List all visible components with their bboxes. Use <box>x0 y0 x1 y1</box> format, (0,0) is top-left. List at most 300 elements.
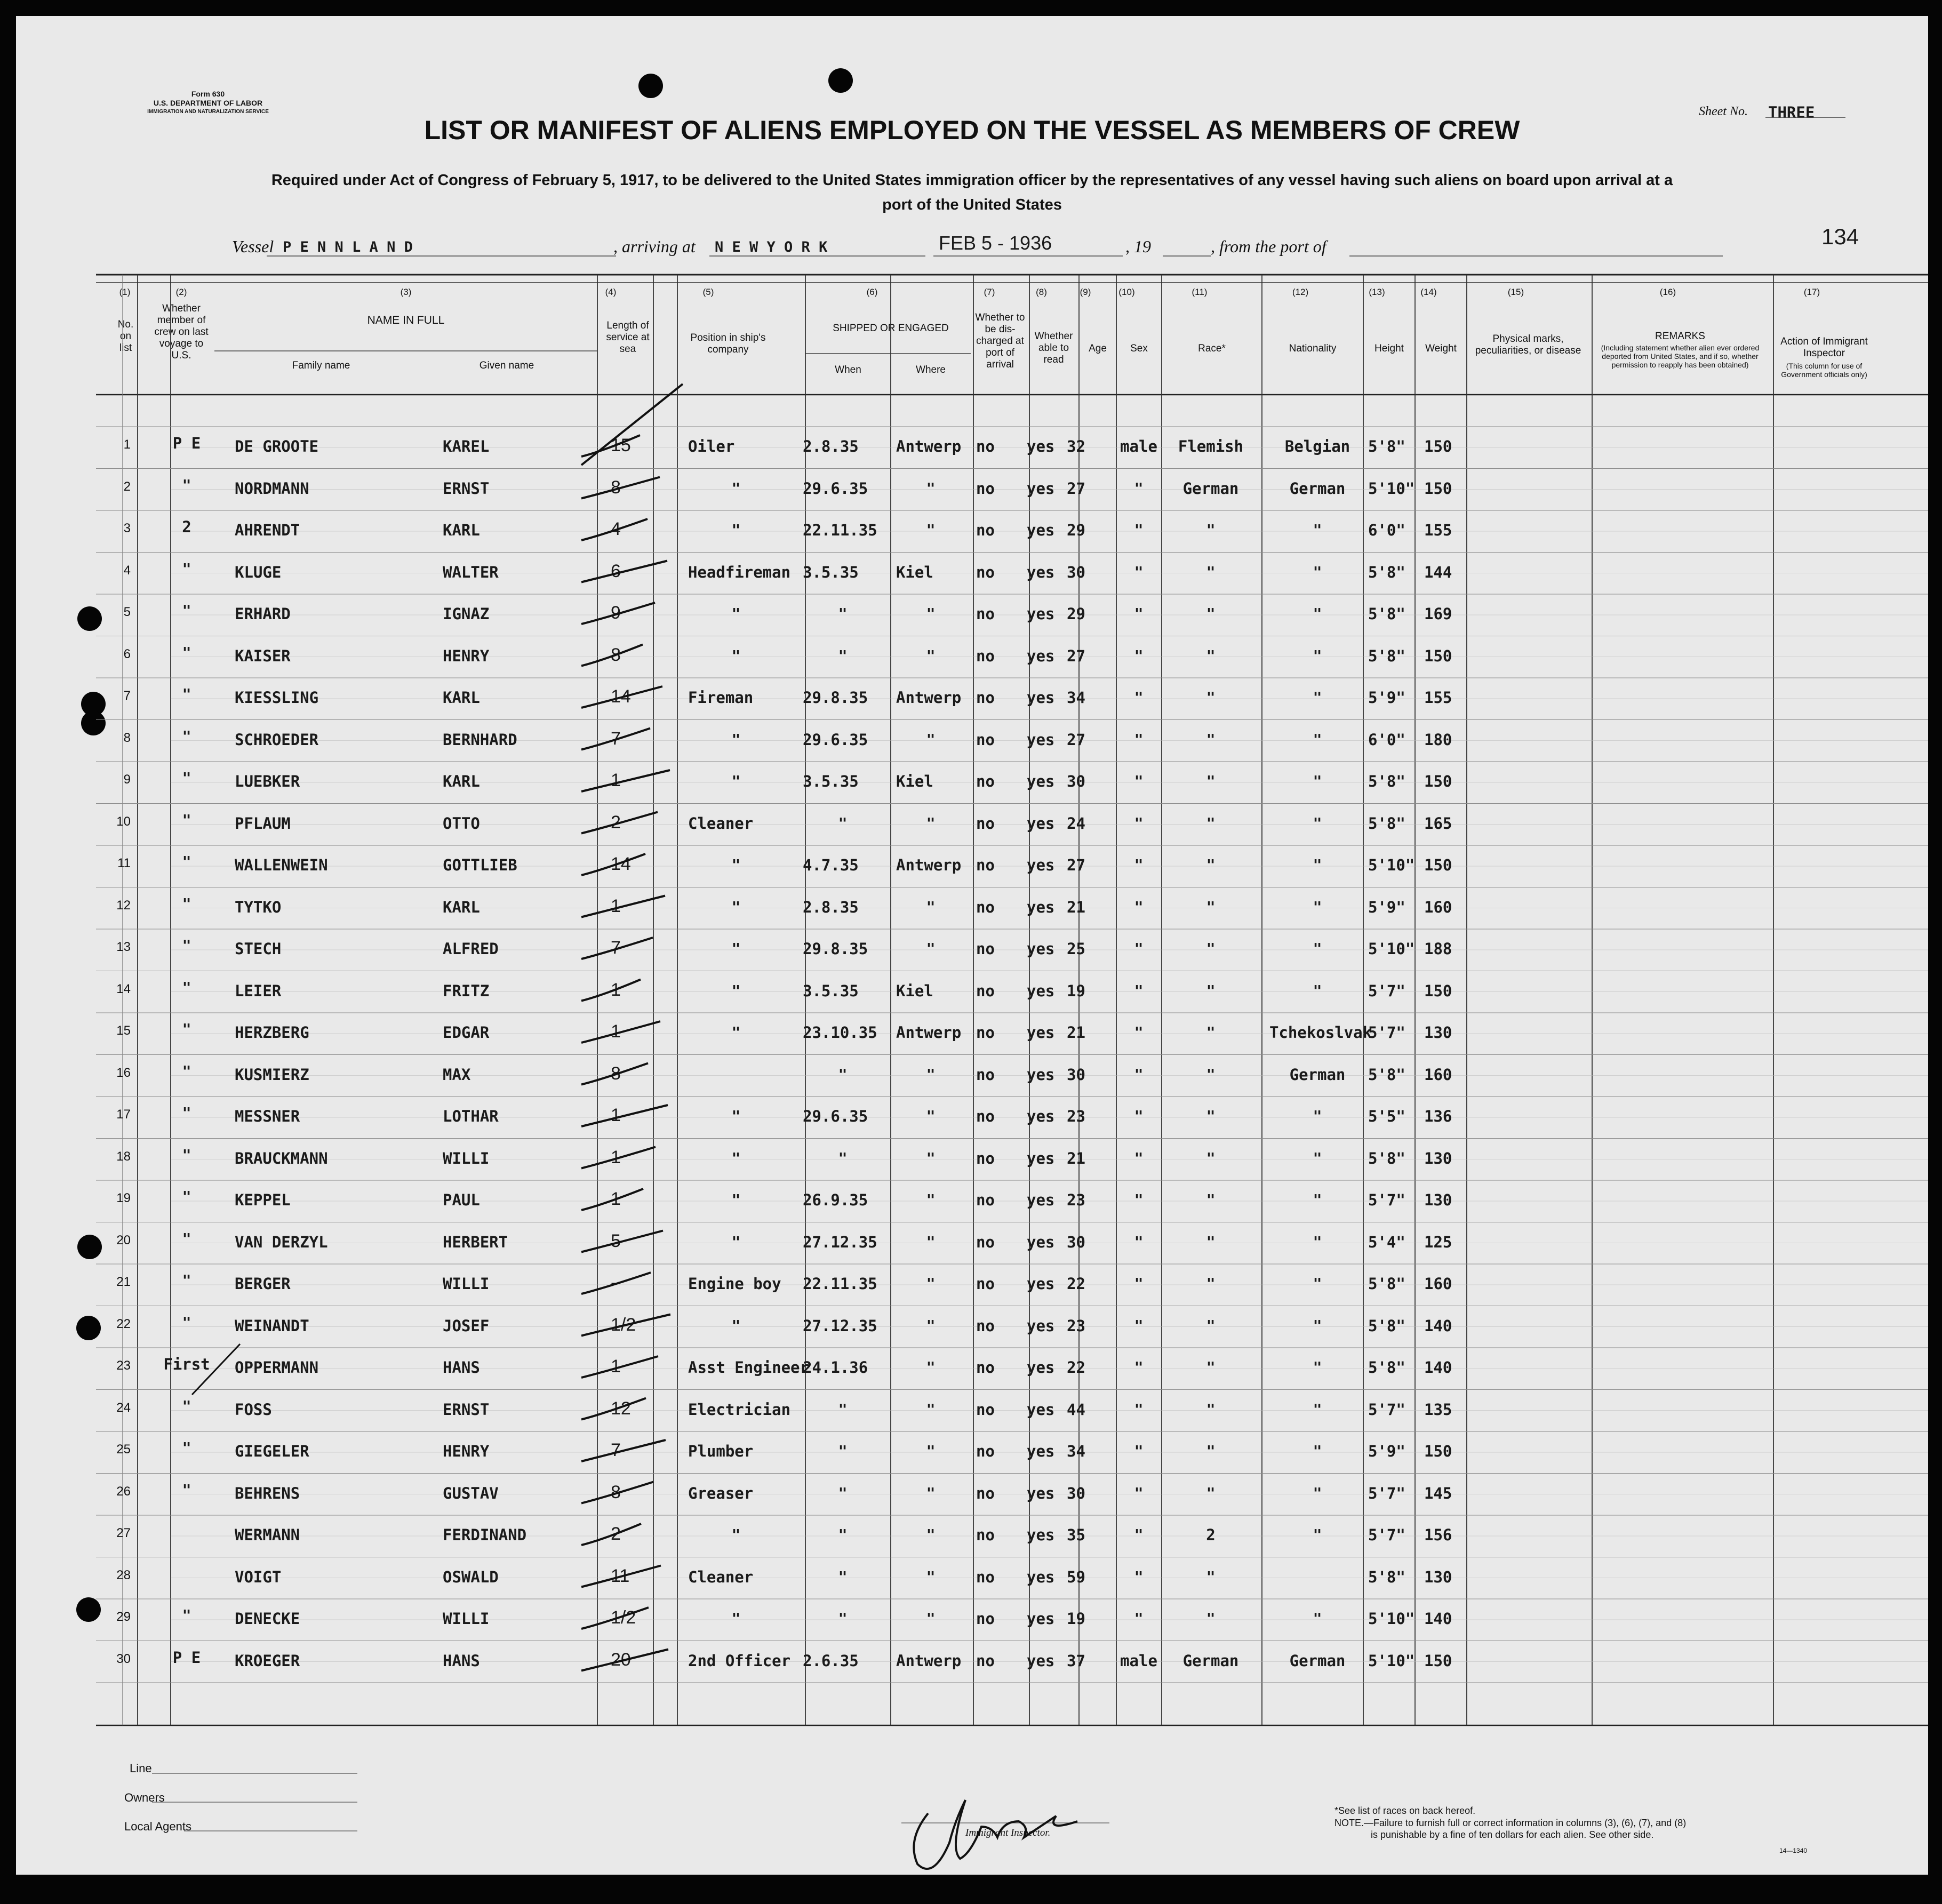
nationality: " <box>1313 1316 1322 1334</box>
family-name: WERMANN <box>235 1526 300 1544</box>
family-name: BRAUCKMANN <box>235 1149 328 1167</box>
family-name: LEIER <box>235 981 282 1000</box>
able-to-read: yes <box>1027 646 1055 665</box>
age: 22 <box>1067 1275 1085 1293</box>
given-name: FERDINAND <box>443 1526 527 1544</box>
able-to-read: yes <box>1027 1358 1055 1377</box>
col-header-physical: Physical marks, peculiarities, or disease <box>1475 333 1581 356</box>
service-length: 2 <box>611 812 621 833</box>
crew-last-voyage: " <box>182 769 191 787</box>
service-length: 8 <box>611 477 621 498</box>
weight: 150 <box>1424 981 1452 1000</box>
given-name: KARL <box>443 898 480 916</box>
weight: 130 <box>1424 1023 1452 1042</box>
sex: " <box>1134 646 1144 665</box>
shipped-when: " <box>838 1610 848 1627</box>
sex: " <box>1134 1275 1144 1292</box>
weight: 140 <box>1424 1610 1452 1628</box>
height: 5'8" <box>1368 1358 1405 1377</box>
discharged: no <box>976 1023 995 1042</box>
shipped-when: " <box>838 605 848 622</box>
weight: 150 <box>1424 1442 1452 1460</box>
nationality: " <box>1313 981 1322 999</box>
age: 30 <box>1067 1233 1085 1251</box>
row-number: 6 <box>123 646 131 661</box>
shipped-where: Kiel <box>896 563 933 581</box>
shipped-when: 29.6.35 <box>803 479 868 498</box>
given-name: HERBERT <box>443 1233 508 1251</box>
nationality: " <box>1313 1610 1322 1627</box>
able-to-read: yes <box>1027 1400 1055 1419</box>
discharged: no <box>976 1442 995 1460</box>
discharged: no <box>976 1275 995 1293</box>
sex: " <box>1134 856 1144 874</box>
weight: 165 <box>1424 814 1452 833</box>
col-num: (13) <box>1369 287 1385 297</box>
col-header-position: Position in ship's company <box>690 332 766 355</box>
discharged: no <box>976 1149 995 1167</box>
discharged: no <box>976 856 995 874</box>
weight: 160 <box>1424 898 1452 916</box>
col-header-family: Family name <box>292 360 350 371</box>
able-to-read: yes <box>1027 479 1055 498</box>
shipped-where: Antwerp <box>896 856 962 874</box>
discharged: no <box>976 1316 995 1335</box>
sex: " <box>1134 521 1144 539</box>
race: " <box>1206 1149 1216 1167</box>
weight: 150 <box>1424 856 1452 874</box>
col-num: (15) <box>1507 287 1524 297</box>
family-name: WALLENWEIN <box>235 856 328 874</box>
shipped-when: 27.12.35 <box>803 1233 877 1251</box>
age: 27 <box>1067 730 1085 749</box>
crew-last-voyage: " <box>182 476 191 494</box>
col-header-discharged: Whether to be dis-charged at port of arrival <box>975 312 1025 370</box>
sex: " <box>1134 981 1144 999</box>
nationality: " <box>1313 646 1322 665</box>
service-length: 1 <box>611 770 621 790</box>
shipped-where: " <box>926 1358 936 1376</box>
weight: 150 <box>1424 646 1452 665</box>
height: 5'8" <box>1368 646 1405 665</box>
height: 5'7" <box>1368 981 1405 1000</box>
row-number: 17 <box>116 1107 131 1122</box>
nationality: " <box>1313 1233 1322 1251</box>
footer-owners-label: Owners <box>124 1791 165 1804</box>
age: 21 <box>1067 1149 1085 1167</box>
col-num: (14) <box>1420 287 1437 297</box>
given-name: WILLI <box>443 1149 490 1167</box>
crew-last-voyage: " <box>182 937 191 954</box>
race: " <box>1206 1358 1216 1376</box>
race: " <box>1206 1107 1216 1125</box>
shipped-where: " <box>926 730 936 748</box>
sex: " <box>1134 1610 1144 1627</box>
position: Cleaner <box>688 814 754 833</box>
given-name: LOTHAR <box>443 1107 499 1125</box>
shipped-where: " <box>926 1149 936 1167</box>
age: 24 <box>1067 814 1085 833</box>
family-name: STECH <box>235 940 282 958</box>
col-num: (6) <box>866 287 878 297</box>
height: 5'7" <box>1368 1023 1405 1042</box>
sex: " <box>1134 1316 1144 1334</box>
shipped-where: " <box>926 1567 936 1586</box>
shipped-where: Kiel <box>896 981 933 1000</box>
able-to-read: yes <box>1027 1191 1055 1209</box>
height: 5'10" <box>1368 856 1415 874</box>
height: 5'9" <box>1368 1442 1405 1460</box>
shipped-where: Antwerp <box>896 1023 962 1042</box>
discharged: no <box>976 1400 995 1419</box>
position: " <box>731 1526 741 1543</box>
crew-last-voyage: P E <box>172 434 201 452</box>
shipped-when: " <box>838 1526 848 1543</box>
age: 32 <box>1067 437 1085 455</box>
row-number: 8 <box>123 730 131 745</box>
col-num: (1) <box>119 287 131 297</box>
inspector-label: Immigrant Inspector. <box>965 1827 1051 1838</box>
service-length: 1 <box>611 1105 621 1125</box>
col-header-name: NAME IN FULL <box>367 314 445 326</box>
nationality: " <box>1313 1149 1322 1167</box>
age: 29 <box>1067 605 1085 623</box>
row-number: 15 <box>116 1023 131 1038</box>
discharged: no <box>976 1233 995 1251</box>
arrival-port: N E W Y O R K <box>715 239 828 255</box>
height: 5'8" <box>1368 605 1405 623</box>
height: 5'7" <box>1368 1484 1405 1502</box>
family-name: KROEGER <box>235 1651 300 1670</box>
position: " <box>731 646 741 665</box>
discharged: no <box>976 1610 995 1628</box>
position: " <box>731 940 741 957</box>
given-name: BERNHARD <box>443 730 517 749</box>
col-header-where: Where <box>916 364 946 375</box>
able-to-read: yes <box>1027 940 1055 958</box>
service-length: 7 <box>611 1440 621 1460</box>
shipped-when: 29.6.35 <box>803 730 868 749</box>
shipped-where: " <box>926 898 936 916</box>
given-name: EDGAR <box>443 1023 490 1042</box>
height: 6'0" <box>1368 730 1405 749</box>
position: " <box>731 1610 741 1627</box>
service-length: 7 <box>611 938 621 958</box>
service-length: 11 <box>611 1565 630 1586</box>
race: German <box>1182 1651 1239 1670</box>
family-name: MESSNER <box>235 1107 300 1125</box>
row-number: 3 <box>123 521 131 535</box>
height: 5'8" <box>1368 1149 1405 1167</box>
crew-last-voyage: " <box>182 811 191 829</box>
col-num: (16) <box>1659 287 1676 297</box>
col-header-service: Length of service at sea <box>606 320 650 355</box>
crew-last-voyage: " <box>182 559 191 578</box>
weight: 150 <box>1424 772 1452 790</box>
able-to-read: yes <box>1027 1526 1055 1544</box>
shipped-when: " <box>838 1567 848 1586</box>
given-name: HENRY <box>443 646 490 665</box>
col-header-shipped: SHIPPED OR ENGAGED <box>833 323 949 334</box>
family-name: PFLAUM <box>235 814 291 833</box>
row-number: 18 <box>116 1149 131 1164</box>
service-length: 7 <box>611 728 621 749</box>
col-num: (11) <box>1192 287 1208 297</box>
able-to-read: yes <box>1027 772 1055 790</box>
nationality: " <box>1313 856 1322 874</box>
race: " <box>1206 814 1216 832</box>
sex: " <box>1134 1484 1144 1502</box>
crew-last-voyage: " <box>182 1229 191 1247</box>
age: 19 <box>1067 981 1085 1000</box>
service-length: 14 <box>611 686 631 707</box>
nationality: Tchekoslvak <box>1269 1023 1372 1042</box>
crew-last-voyage: " <box>182 1439 191 1457</box>
shipped-when: 29.6.35 <box>803 1107 868 1125</box>
fine-note-2: is punishable by a fine of ten dollars for each alien. See other side. <box>1371 1829 1654 1840</box>
inspector-signature <box>16 16 1928 1875</box>
discharged: no <box>976 981 995 1000</box>
height: 5'8" <box>1368 814 1405 833</box>
shipped-where: " <box>926 1065 936 1083</box>
shipped-when: 26.9.35 <box>803 1191 868 1209</box>
discharged: no <box>976 898 995 916</box>
discharged: no <box>976 1358 995 1377</box>
family-name: KUSMIERZ <box>235 1065 309 1084</box>
row-number: 19 <box>116 1191 131 1205</box>
crew-last-voyage: " <box>182 1271 191 1289</box>
race: " <box>1206 563 1216 581</box>
shipped-where: Antwerp <box>896 437 962 455</box>
age: 29 <box>1067 521 1085 539</box>
shipped-when: " <box>838 1484 848 1502</box>
col-header-read: Whether able to read <box>1034 331 1073 365</box>
service-length: 6 <box>611 561 621 581</box>
row-number: 20 <box>116 1233 131 1247</box>
form-service: IMMIGRATION AND NATURALIZATION SERVICE <box>147 109 269 115</box>
arriving-label: , arriving at <box>613 237 696 256</box>
family-name: TYTKO <box>235 898 282 916</box>
height: 5'9" <box>1368 898 1405 916</box>
nationality: German <box>1289 1651 1346 1670</box>
sheet-label: Sheet No. <box>1699 105 1748 118</box>
weight: 135 <box>1424 1400 1452 1419</box>
row-number: 16 <box>116 1065 131 1080</box>
sex: " <box>1134 1107 1144 1125</box>
family-name: DENECKE <box>235 1610 300 1628</box>
given-name: JOSEF <box>443 1316 490 1335</box>
crew-last-voyage: " <box>182 685 191 703</box>
nationality: " <box>1313 1442 1322 1460</box>
race: " <box>1206 1484 1216 1502</box>
race: " <box>1206 1567 1216 1586</box>
weight: 150 <box>1424 1651 1452 1670</box>
row-number: 10 <box>116 814 131 829</box>
able-to-read: yes <box>1027 1149 1055 1167</box>
crew-last-voyage: P E <box>172 1648 201 1667</box>
able-to-read: yes <box>1027 856 1055 874</box>
footer-agents-label: Local Agents <box>124 1820 191 1833</box>
age: 30 <box>1067 1484 1085 1502</box>
nationality: Belgian <box>1284 437 1350 455</box>
race: " <box>1206 1400 1216 1418</box>
sex: male <box>1120 1651 1157 1670</box>
weight: 136 <box>1424 1107 1452 1125</box>
position: " <box>731 1023 741 1041</box>
vessel-name: P E N N L A N D <box>283 239 413 255</box>
service-length: 20 <box>611 1649 631 1670</box>
discharged: no <box>976 1526 995 1544</box>
sex: " <box>1134 1149 1144 1167</box>
col-header-weight: Weight <box>1425 343 1457 354</box>
family-name: GIEGELER <box>235 1442 309 1460</box>
family-name: KEPPEL <box>235 1191 291 1209</box>
family-name: HERZBERG <box>235 1023 309 1042</box>
service-length: 1 <box>611 979 621 1000</box>
given-name: FRITZ <box>443 981 490 1000</box>
given-name: ALFRED <box>443 940 499 958</box>
crew-last-voyage: " <box>182 1104 191 1122</box>
shipped-when: 2.8.35 <box>803 898 859 916</box>
row-number: 12 <box>116 898 131 913</box>
weight: 140 <box>1424 1358 1452 1377</box>
height: 5'10" <box>1368 1610 1415 1628</box>
able-to-read: yes <box>1027 814 1055 833</box>
service-length: 5 <box>611 1230 621 1251</box>
row-number: 14 <box>116 981 131 996</box>
shipped-when: 23.10.35 <box>803 1023 877 1042</box>
shipped-when: 3.5.35 <box>803 772 859 790</box>
height: 5'8" <box>1368 772 1405 790</box>
position: " <box>731 1233 741 1251</box>
sex: " <box>1134 1400 1144 1418</box>
weight: 155 <box>1424 689 1452 707</box>
col-header-remarks-note: (Including statement whether alien ever ordered deported from United States, and if so, whether permission to reapply has been obtained) <box>1601 343 1760 369</box>
position: Fireman <box>688 689 754 707</box>
race: " <box>1206 1610 1216 1627</box>
crew-last-voyage: " <box>182 643 191 661</box>
shipped-where: " <box>926 1400 936 1418</box>
crew-last-voyage: " <box>182 1188 191 1205</box>
given-name: ERNST <box>443 1400 490 1419</box>
service-length: 1 <box>611 1189 621 1209</box>
able-to-read: yes <box>1027 1107 1055 1125</box>
date-stamp: FEB 5 - 1936 <box>939 232 1052 254</box>
height: 5'5" <box>1368 1107 1405 1125</box>
age: 30 <box>1067 563 1085 581</box>
age: 21 <box>1067 898 1085 916</box>
race: " <box>1206 940 1216 957</box>
given-name: MAX <box>443 1065 471 1084</box>
crew-last-voyage: " <box>182 1397 191 1415</box>
service-length: 14 <box>611 854 631 874</box>
shipped-where: " <box>926 814 936 832</box>
position: " <box>731 898 741 916</box>
sex: " <box>1134 563 1144 581</box>
row-number: 13 <box>116 940 131 954</box>
col-num: (8) <box>1036 287 1047 297</box>
weight: 169 <box>1424 605 1452 623</box>
service-length: 8 <box>611 1063 621 1084</box>
col-header-action-note: (This column for use of Government officials only) <box>1781 362 1867 379</box>
able-to-read: yes <box>1027 1316 1055 1335</box>
position: " <box>731 981 741 999</box>
shipped-when: 2.8.35 <box>803 437 859 455</box>
service-length: 8 <box>611 644 621 665</box>
able-to-read: yes <box>1027 1484 1055 1502</box>
family-name: KAISER <box>235 646 291 665</box>
given-name: IGNAZ <box>443 605 490 623</box>
able-to-read: yes <box>1027 1023 1055 1042</box>
family-name: SCHROEDER <box>235 730 319 749</box>
age: 44 <box>1067 1400 1085 1419</box>
height: 5'10" <box>1368 940 1415 958</box>
age: 27 <box>1067 479 1085 498</box>
service-length: 1 <box>611 1021 621 1042</box>
year-label: , 19 <box>1125 237 1151 256</box>
family-name: VAN DERZYL <box>235 1233 328 1251</box>
nationality: " <box>1313 814 1322 832</box>
family-name: OPPERMANN <box>235 1358 319 1377</box>
service-length: 1/2 <box>611 1607 636 1628</box>
weight: 125 <box>1424 1233 1452 1251</box>
race: " <box>1206 730 1216 748</box>
shipped-where: " <box>926 1233 936 1251</box>
weight: 180 <box>1424 730 1452 749</box>
sex: " <box>1134 730 1144 748</box>
race: " <box>1206 521 1216 539</box>
discharged: no <box>976 1484 995 1502</box>
service-length: 1 <box>611 1356 621 1377</box>
crew-last-voyage: " <box>182 1062 191 1080</box>
position: " <box>731 1149 741 1167</box>
col-header-nationality: Nationality <box>1289 343 1337 354</box>
weight: 130 <box>1424 1149 1452 1167</box>
service-length: 15 <box>611 435 631 455</box>
position: " <box>731 1107 741 1125</box>
races-note: *See list of races on back hereof. <box>1334 1805 1476 1816</box>
race: " <box>1206 1233 1216 1251</box>
nationality: " <box>1313 898 1322 916</box>
col-header-remarks: REMARKS <box>1655 331 1705 342</box>
position: " <box>731 772 741 790</box>
col-header-race: Race* <box>1198 343 1226 354</box>
col-header-crew: Whether member of crew on last voyage to U.S. <box>154 303 209 361</box>
family-name: ERHARD <box>235 605 291 623</box>
family-name: FOSS <box>235 1400 272 1419</box>
crew-last-voyage: " <box>182 978 191 996</box>
shipped-where: " <box>926 1526 936 1543</box>
col-header-sex: Sex <box>1130 343 1148 354</box>
discharged: no <box>976 940 995 958</box>
sex: " <box>1134 1567 1144 1586</box>
position: Engine boy <box>688 1275 781 1293</box>
age: 19 <box>1067 1610 1085 1628</box>
age: 21 <box>1067 1023 1085 1042</box>
nationality: " <box>1313 1191 1322 1209</box>
fine-note-1: NOTE.—Failure to furnish full or correct information in columns (3), (6), (7), and (8) <box>1334 1818 1687 1828</box>
weight: 145 <box>1424 1484 1452 1502</box>
sex: " <box>1134 479 1144 497</box>
height: 5'10" <box>1368 1651 1415 1670</box>
race: " <box>1206 856 1216 874</box>
race: " <box>1206 1023 1216 1041</box>
service-length: 12 <box>611 1398 631 1419</box>
given-name: KAREL <box>443 437 490 455</box>
given-name: WILLI <box>443 1610 490 1628</box>
row-number: 11 <box>117 856 131 870</box>
discharged: no <box>976 689 995 707</box>
